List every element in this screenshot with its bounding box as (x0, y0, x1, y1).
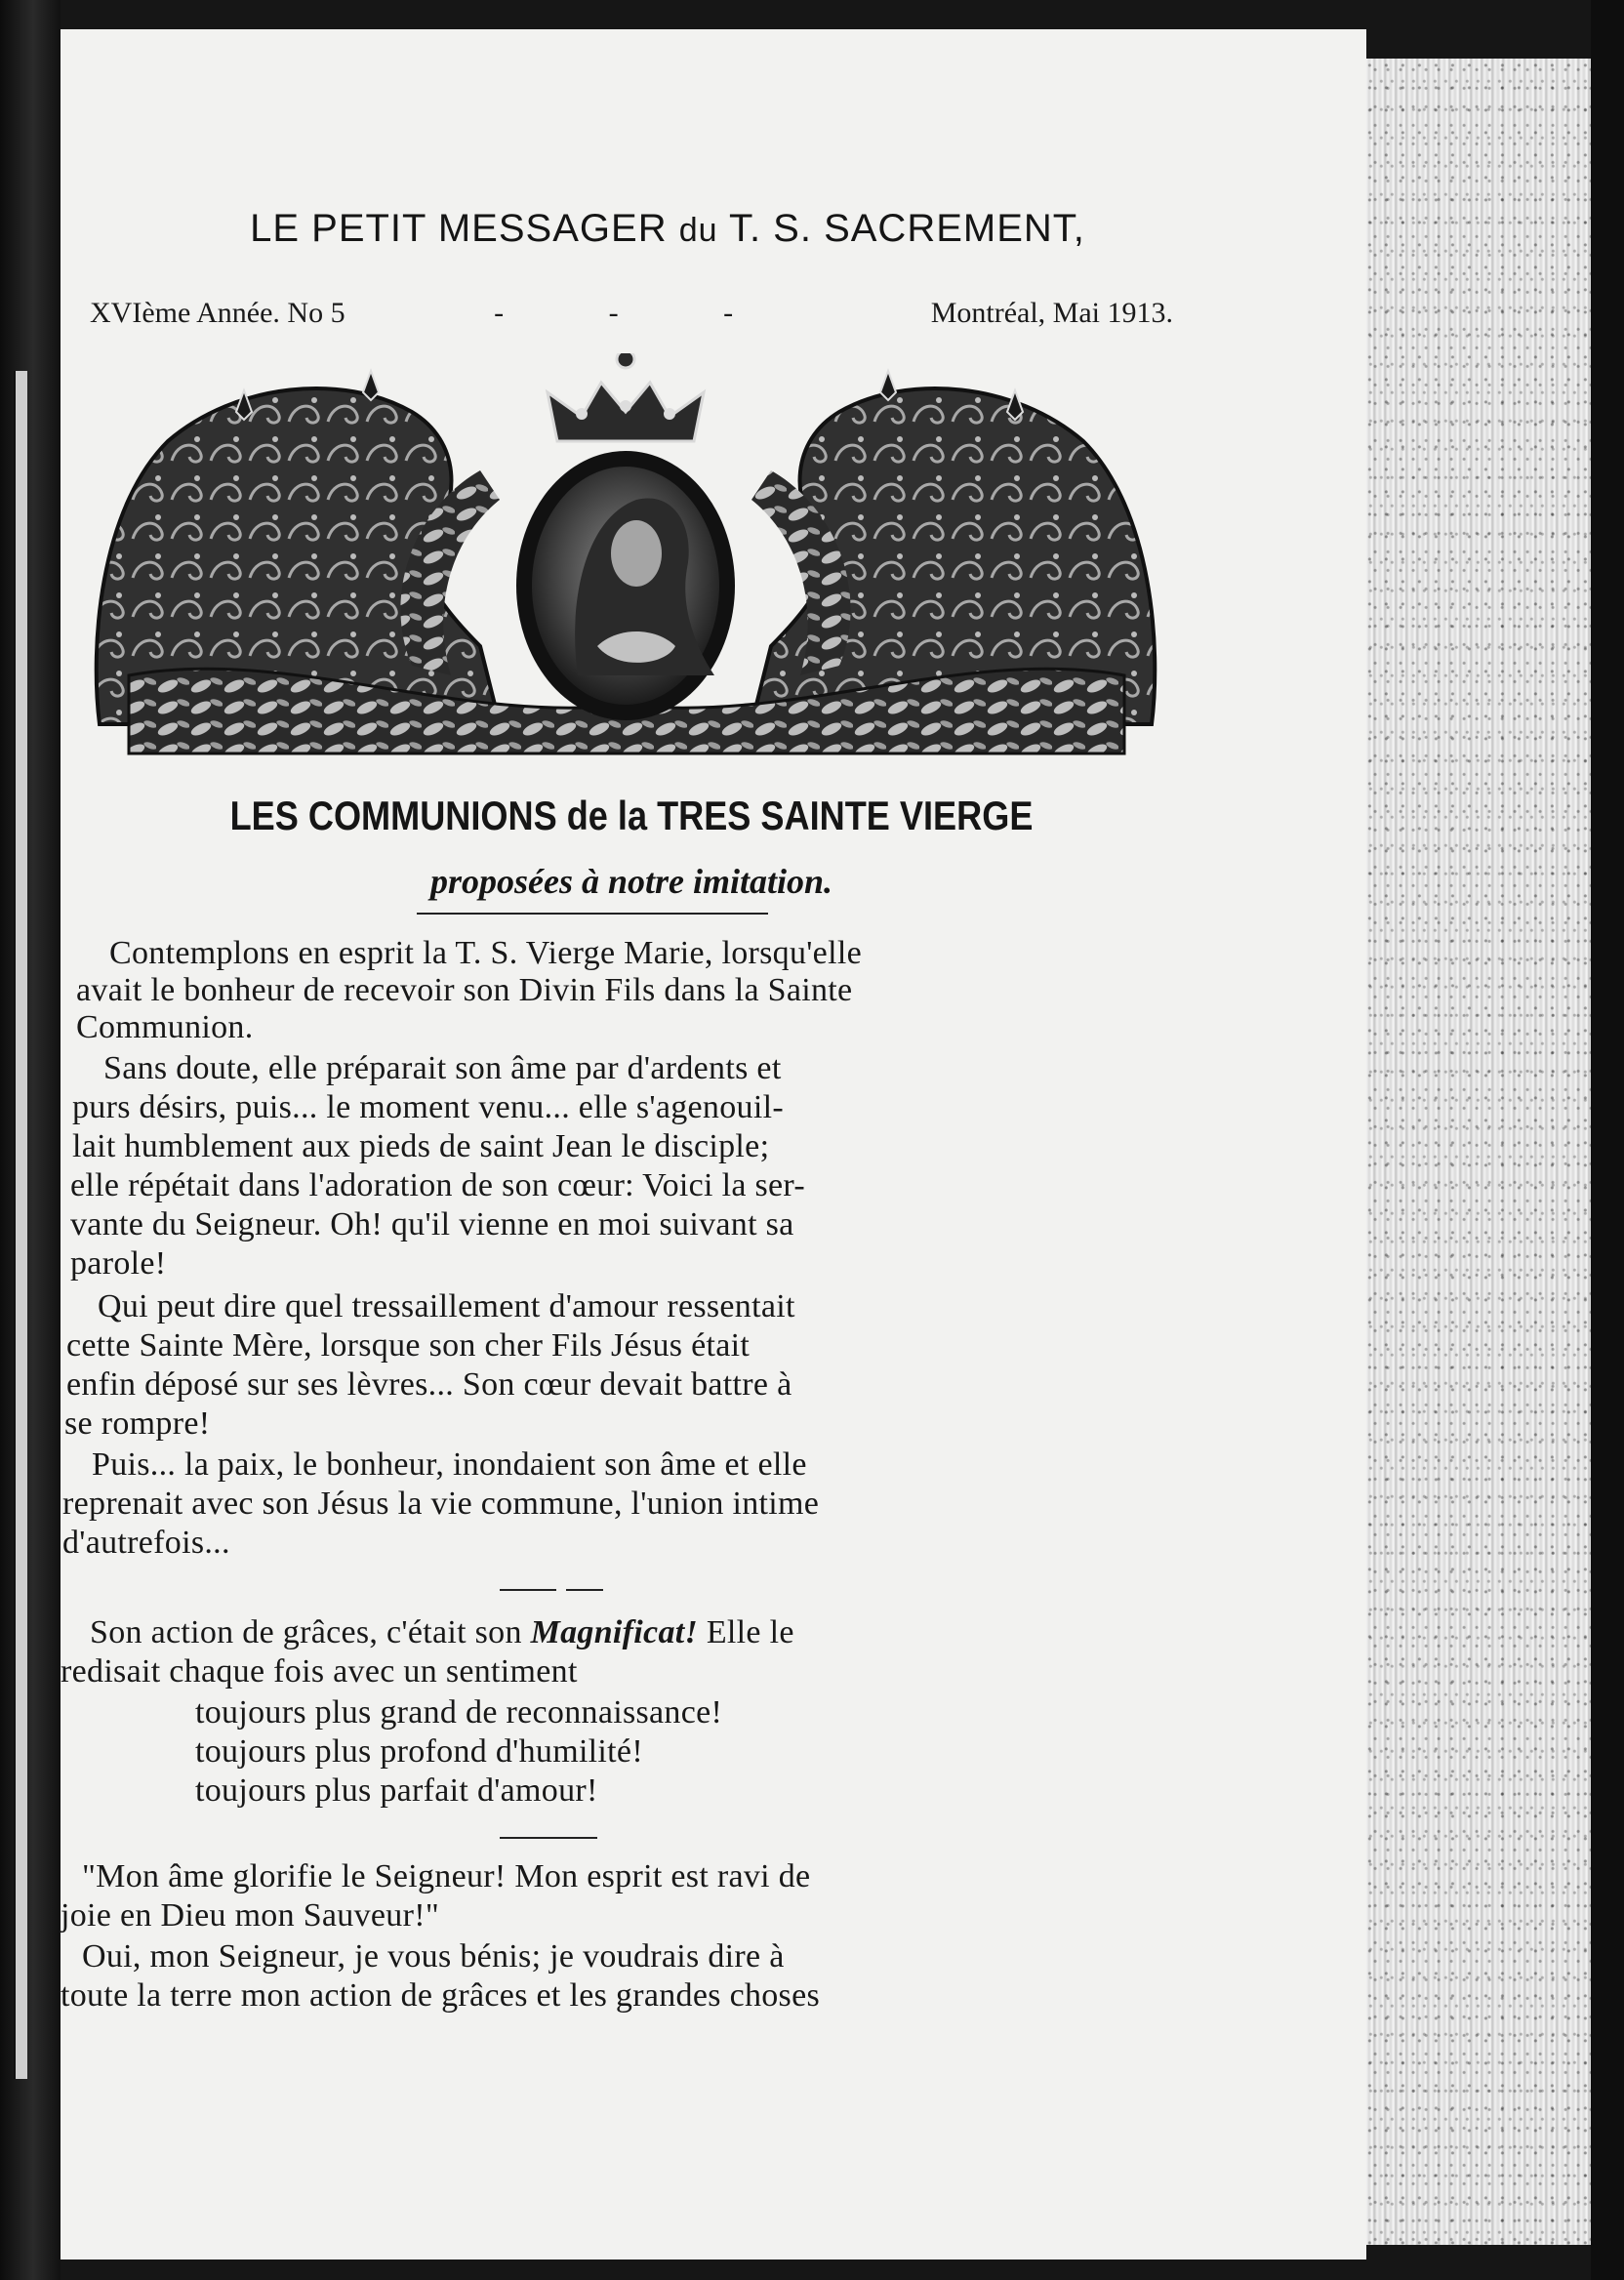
closing-line: "Mon âme glorifie le Seigneur! Mon esprit est ravi de (82, 1858, 811, 1894)
previous-page-edge (0, 0, 61, 2280)
magnificat-line: toujours plus parfait d'amour! (195, 1772, 598, 1809)
scan-border (1591, 0, 1624, 2280)
section-divider-left (500, 1589, 556, 1591)
body-line: se rompre! (64, 1405, 211, 1442)
body-line: Qui peut dire quel tressaillement d'amour ressentait (98, 1288, 795, 1324)
closing-divider (500, 1837, 597, 1839)
masthead-title-main: LE PETIT MESSAGER (250, 207, 668, 250)
masthead-title (131, 207, 1204, 251)
body-line: Communion. (76, 1009, 254, 1045)
body-line: Contemplons en esprit la T. S. Vierge Marie, lorsqu'elle (109, 935, 862, 971)
body-line: purs désirs, puis... le moment venu... elle s'agenouil- (72, 1089, 784, 1125)
closing-line: joie en Dieu mon Sauveur!" (61, 1897, 440, 1934)
article-title: LES COMMUNIONS de la TRES SAINTE VIERGE (229, 793, 1034, 838)
title-divider (417, 913, 768, 915)
body-line: avait le bonheur de recevoir son Divin Fils dans la Sainte (76, 972, 853, 1008)
madonna-vignette-illustration (90, 353, 1161, 761)
body-line: elle répétait dans l'adoration de son cœur: Voici la ser- (70, 1167, 805, 1203)
issue-line (90, 297, 1173, 330)
magnificat-text-end: Elle le (706, 1614, 794, 1650)
magnificat-line: toujours plus grand de reconnaissance! (195, 1694, 723, 1730)
article-subtitle: proposées à notre imitation. (429, 862, 833, 901)
body-line: reprenait avec son Jésus la vie commune, l'union intime (62, 1486, 820, 1522)
body-line: parole! (70, 1245, 167, 1282)
magnificat-line: toujours plus profond d'humilité! (195, 1733, 643, 1770)
magazine-page (61, 29, 1366, 2260)
body-line: cette Sainte Mère, lorsque son cher Fils Jésus était (66, 1327, 751, 1364)
body-line: vante du Seigneur. Oh! qu'il vienne en moi suivant sa (70, 1206, 794, 1242)
body-line: lait humblement aux pieds de saint Jean le disciple; (72, 1128, 770, 1164)
magnificat-line (90, 1614, 794, 1651)
section-divider-right (566, 1589, 603, 1591)
issue-place-date: Montréal, Mai 1913. (930, 297, 1173, 329)
closing-line: Oui, mon Seigneur, je vous bénis; je voudrais dire à (82, 1938, 785, 1975)
masthead-title-du: du (678, 212, 718, 249)
body-line: Puis... la paix, le bonheur, inondaient son âme et elle (92, 1446, 807, 1483)
body-line: enfin déposé sur ses lèvres... Son cœur devait battre à (66, 1366, 792, 1403)
magnificat-text: Son action de grâces, c'était son (90, 1614, 522, 1650)
magnificat-emphasis: Magnificat! (530, 1614, 699, 1650)
closing-line: toute la terre mon action de grâces et les grandes choses (61, 1977, 821, 2014)
body-line: d'autrefois... (62, 1525, 230, 1561)
magnificat-line: redisait chaque fois avec un sentiment (61, 1653, 578, 1690)
book-page-edges (1366, 59, 1591, 2245)
body-line: Sans doute, elle préparait son âme par d'ardents et (103, 1050, 782, 1086)
issue-number: XVIème Année. No 5 (90, 297, 345, 329)
issue-dashes: - - - (494, 297, 783, 329)
masthead-title-sacrement: T. S. SACREMENT, (728, 207, 1085, 250)
